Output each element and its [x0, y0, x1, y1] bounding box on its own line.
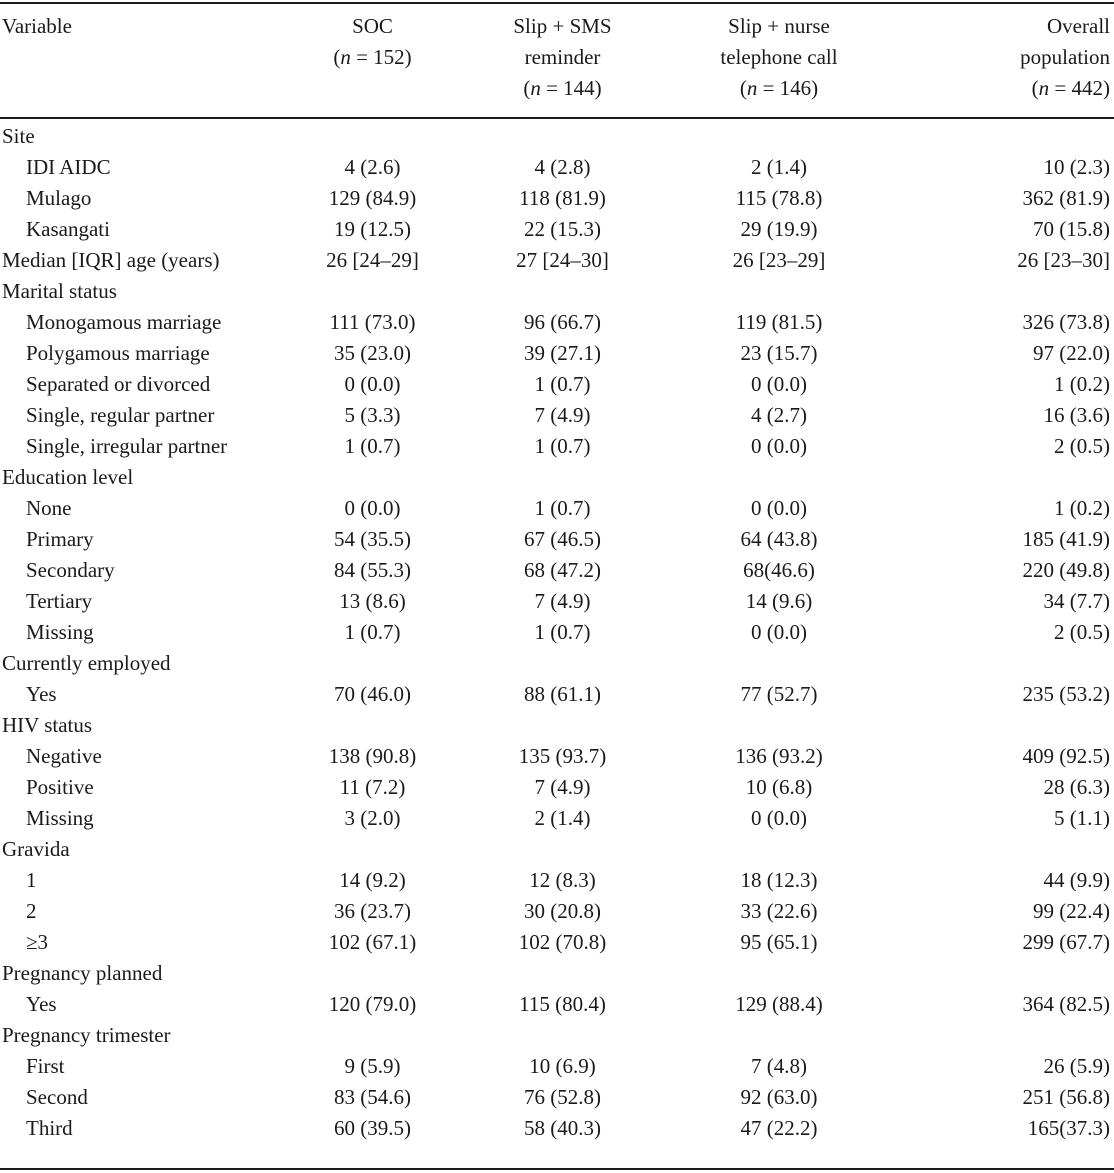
cell-value [290, 462, 455, 493]
cell-value: 165(37.3) [1027, 1116, 1110, 1140]
cell-value [455, 276, 670, 307]
row-label: None [26, 496, 72, 520]
column-header-text: Slip + SMS [513, 14, 612, 38]
cell-value: 96 (66.7) [524, 310, 601, 334]
cell-value: 1 (0.7) [534, 372, 591, 396]
cell-value: 84 (55.3) [334, 558, 411, 582]
cell-value: 39 (27.1) [524, 341, 601, 365]
table-row [0, 741, 1114, 772]
cell-value: 364 (82.5) [1022, 992, 1110, 1016]
cell-value: 11 (7.2) [339, 775, 406, 799]
cell-value: 92 (63.0) [740, 1085, 818, 1109]
cell-value [290, 1020, 455, 1051]
row-label: Monogamous marriage [26, 310, 222, 334]
cell-value: 1 (0.2) [1054, 496, 1110, 520]
cell-value: 70 (15.8) [1033, 217, 1110, 241]
cell-value: 5 (3.3) [344, 403, 401, 427]
cell-value: 129 (88.4) [735, 992, 823, 1016]
cell-value [670, 117, 888, 152]
cell-value: 120 (79.0) [328, 992, 417, 1016]
cell-value [888, 710, 1114, 741]
cell-value: 64 (43.8) [740, 527, 818, 551]
column-n-value: 442 [1071, 76, 1103, 100]
row-label: Positive [26, 775, 94, 799]
table-row [0, 803, 1114, 834]
cell-value: 115 (78.8) [735, 186, 823, 210]
cell-value [455, 1020, 670, 1051]
row-label: Separated or divorced [26, 372, 211, 396]
cell-value: 299 (67.7) [1022, 930, 1110, 954]
row-label: IDI AIDC [26, 155, 111, 179]
cell-value: 2 (1.4) [751, 155, 807, 179]
row-label: Yes [26, 992, 57, 1016]
row-label: 2 [26, 899, 37, 923]
cell-value [888, 276, 1114, 307]
table-group-row [0, 245, 1114, 276]
column-n-count: (n = 144) [523, 76, 602, 100]
cell-value: 326 (73.8) [1022, 310, 1110, 334]
cell-value: 54 (35.5) [334, 527, 411, 551]
cell-value [455, 462, 670, 493]
table-row [0, 1051, 1114, 1082]
row-label: Secondary [26, 558, 115, 582]
column-n-value: 146 [779, 76, 812, 100]
cell-value: 83 (54.6) [334, 1085, 411, 1109]
cell-value: 4 (2.7) [751, 403, 807, 427]
cell-value [670, 1020, 888, 1051]
cell-value: 5 (1.1) [1054, 806, 1110, 830]
column-n-count: (n = 152) [333, 45, 412, 69]
cell-value: 362 (81.9) [1022, 186, 1110, 210]
table-row [0, 400, 1114, 431]
cell-value: 129 (84.9) [328, 186, 417, 210]
cell-value [888, 834, 1114, 865]
table-row [0, 586, 1114, 617]
table-row [0, 152, 1114, 183]
cell-value: 4 (2.6) [344, 155, 401, 179]
cell-value [455, 710, 670, 741]
table-row [0, 307, 1114, 338]
cell-value: 7 (4.8) [751, 1054, 807, 1078]
cell-value: 77 (52.7) [740, 682, 818, 706]
cell-value [670, 462, 888, 493]
cell-value: 22 (15.3) [524, 217, 601, 241]
cell-value [290, 958, 455, 989]
cell-value: 26 [23–29] [732, 248, 826, 272]
cell-value: 1 (0.7) [534, 434, 591, 458]
cell-value: 115 (80.4) [519, 992, 606, 1016]
cell-value [670, 648, 888, 679]
table-group-row [0, 1020, 1114, 1051]
cell-value: 119 (81.5) [735, 310, 823, 334]
cell-value: 251 (56.8) [1022, 1085, 1110, 1109]
cell-value: 1 (0.7) [534, 496, 591, 520]
row-label: Site [2, 124, 35, 148]
column-header-text: Overall [1047, 14, 1110, 38]
row-label: Pregnancy trimester [2, 1023, 171, 1047]
row-label: Kasangati [26, 217, 110, 241]
column-header-3 [670, 0, 888, 117]
table-rows [0, 117, 1114, 1144]
column-n-count: (n = 442) [1031, 76, 1110, 100]
cell-value [670, 276, 888, 307]
table-group-row [0, 834, 1114, 865]
table-row [0, 1082, 1114, 1113]
row-label: Marital status [2, 279, 117, 303]
table-group-row [0, 710, 1114, 741]
cell-value: 7 (4.9) [534, 403, 591, 427]
cell-value: 76 (52.8) [524, 1085, 601, 1109]
cell-value: 14 (9.6) [745, 589, 813, 613]
cell-value: 3 (2.0) [344, 806, 401, 830]
table-row [0, 214, 1114, 245]
cell-value: 35 (23.0) [334, 341, 411, 365]
cell-value: 26 [23–30] [1017, 248, 1110, 272]
cell-value: 13 (8.6) [339, 589, 406, 613]
cell-value: 88 (61.1) [524, 682, 601, 706]
cell-value: 1 (0.7) [344, 434, 401, 458]
table-row [0, 772, 1114, 803]
cell-value: 19 (12.5) [334, 217, 411, 241]
cell-value: 95 (65.1) [740, 930, 818, 954]
cell-value: 0 (0.0) [751, 434, 807, 458]
cell-value [455, 834, 670, 865]
table-row [0, 617, 1114, 648]
table-group-row [0, 462, 1114, 493]
row-label: HIV status [2, 713, 93, 737]
column-header-text: Slip + nurse [728, 14, 830, 38]
cell-value: 118 (81.9) [519, 186, 606, 210]
cell-value: 14 (9.2) [339, 868, 406, 892]
cell-value [290, 648, 455, 679]
cell-value [670, 710, 888, 741]
cell-value [290, 710, 455, 741]
cell-value: 26 (5.9) [1043, 1054, 1110, 1078]
column-header-0 [0, 0, 290, 117]
table-row [0, 1113, 1114, 1144]
column-header-text: reminder [524, 45, 601, 69]
header-row [0, 0, 1114, 117]
table-group-row [0, 648, 1114, 679]
cell-value: 26 [24–29] [326, 248, 419, 272]
table-row [0, 524, 1114, 555]
cell-value: 58 (40.3) [524, 1116, 601, 1140]
table-row [0, 431, 1114, 462]
column-header-2 [455, 0, 670, 117]
cell-value: 0 (0.0) [344, 372, 401, 396]
cell-value: 60 (39.5) [334, 1116, 411, 1140]
cell-value: 2 (1.4) [534, 806, 591, 830]
cell-value: 18 (12.3) [740, 868, 818, 892]
cell-value: 0 (0.0) [344, 496, 401, 520]
cell-value: 9 (5.9) [344, 1054, 401, 1078]
cell-value: 185 (41.9) [1022, 527, 1110, 551]
table-row [0, 896, 1114, 927]
cell-value: 34 (7.7) [1043, 589, 1110, 613]
row-label: ≥3 [26, 930, 49, 954]
cell-value: 2 (0.5) [1054, 434, 1110, 458]
table-row [0, 555, 1114, 586]
cell-value: 7 (4.9) [534, 775, 591, 799]
cell-value [888, 117, 1114, 152]
cell-value [290, 834, 455, 865]
table-row [0, 369, 1114, 400]
cell-value: 36 (23.7) [334, 899, 411, 923]
cell-value: 102 (67.1) [328, 930, 417, 954]
row-label: Mulago [26, 186, 92, 210]
column-header-4 [888, 0, 1114, 117]
cell-value [455, 117, 670, 152]
cell-value [888, 1020, 1114, 1051]
cell-value: 1 (0.7) [534, 620, 591, 644]
cell-value: 0 (0.0) [751, 806, 807, 830]
column-header-text: Variable [2, 14, 72, 38]
column-n-value: 144 [563, 76, 595, 100]
cell-value: 29 (19.9) [740, 217, 818, 241]
cell-value: 44 (9.9) [1043, 868, 1110, 892]
column-header-1 [290, 0, 455, 117]
column-n-value: 152 [373, 45, 405, 69]
cell-value: 102 (70.8) [518, 930, 607, 954]
cell-value: 220 (49.8) [1022, 558, 1110, 582]
table-row [0, 989, 1114, 1020]
table-row [0, 927, 1114, 958]
cell-value: 23 (15.7) [740, 341, 818, 365]
table-row [0, 865, 1114, 896]
row-label: Missing [26, 620, 94, 644]
cell-value: 33 (22.6) [740, 899, 818, 923]
cell-value: 10 (6.9) [529, 1054, 596, 1078]
cell-value: 4 (2.8) [534, 155, 591, 179]
cell-value [290, 117, 455, 152]
cell-value: 235 (53.2) [1022, 682, 1110, 706]
cell-value: 12 (8.3) [529, 868, 596, 892]
cell-value: 67 (46.5) [524, 527, 601, 551]
cell-value: 0 (0.0) [751, 620, 807, 644]
table-row [0, 338, 1114, 369]
cell-value: 2 (0.5) [1054, 620, 1110, 644]
row-label: Primary [26, 527, 94, 551]
cell-value: 136 (93.2) [735, 744, 823, 768]
cell-value: 111 (73.0) [329, 310, 416, 334]
row-label: Negative [26, 744, 102, 768]
cell-value: 47 (22.2) [740, 1116, 818, 1140]
cell-value: 0 (0.0) [751, 372, 807, 396]
cell-value: 138 (90.8) [328, 744, 417, 768]
cell-value: 27 [24–30] [516, 248, 609, 272]
row-label: Gravida [2, 837, 70, 861]
row-label: Currently employed [2, 651, 171, 675]
cell-value: 70 (46.0) [334, 682, 411, 706]
table-row [0, 679, 1114, 710]
table-row [0, 183, 1114, 214]
column-header-text: telephone call [720, 45, 838, 69]
table-group-row [0, 117, 1114, 152]
cell-value [455, 958, 670, 989]
column-header-text: SOC [352, 14, 393, 38]
cell-value: 97 (22.0) [1033, 341, 1110, 365]
cell-value: 99 (22.4) [1033, 899, 1110, 923]
row-label: Yes [26, 682, 57, 706]
cell-value [670, 958, 888, 989]
row-label: Second [26, 1085, 88, 1109]
row-label: Education level [2, 465, 134, 489]
table-group-row [0, 276, 1114, 307]
cell-value: 10 (2.3) [1043, 155, 1110, 179]
cell-value: 10 (6.8) [745, 775, 813, 799]
cell-value: 30 (20.8) [524, 899, 601, 923]
cell-value: 135 (93.7) [518, 744, 607, 768]
cell-value [670, 834, 888, 865]
row-label: 1 [26, 868, 37, 892]
cell-value: 68(46.6) [743, 558, 815, 582]
cell-value: 0 (0.0) [751, 496, 807, 520]
table-group-row [0, 958, 1114, 989]
row-label: Tertiary [26, 589, 93, 613]
bottom-rule [0, 1168, 1114, 1170]
row-label: Median [IQR] age (years) [2, 248, 220, 272]
column-header-text: population [1020, 45, 1110, 69]
row-label: Polygamous marriage [26, 341, 210, 365]
cell-value: 1 (0.7) [344, 620, 401, 644]
row-label: Third [26, 1116, 73, 1140]
cell-value: 28 (6.3) [1043, 775, 1110, 799]
cell-value: 16 (3.6) [1043, 403, 1110, 427]
cell-value [888, 958, 1114, 989]
cell-value: 7 (4.9) [534, 589, 591, 613]
row-label: Pregnancy planned [2, 961, 163, 985]
column-n-count: (n = 146) [739, 76, 819, 100]
cell-value: 1 (0.2) [1054, 372, 1110, 396]
cell-value [290, 276, 455, 307]
table-row [0, 493, 1114, 524]
cell-value: 409 (92.5) [1022, 744, 1110, 768]
cell-value [888, 462, 1114, 493]
row-label: First [26, 1054, 65, 1078]
row-label: Single, regular partner [26, 403, 215, 427]
cell-value [455, 648, 670, 679]
cell-value: 68 (47.2) [524, 558, 601, 582]
row-label: Missing [26, 806, 94, 830]
row-label: Single, irregular partner [26, 434, 228, 458]
cell-value [888, 648, 1114, 679]
